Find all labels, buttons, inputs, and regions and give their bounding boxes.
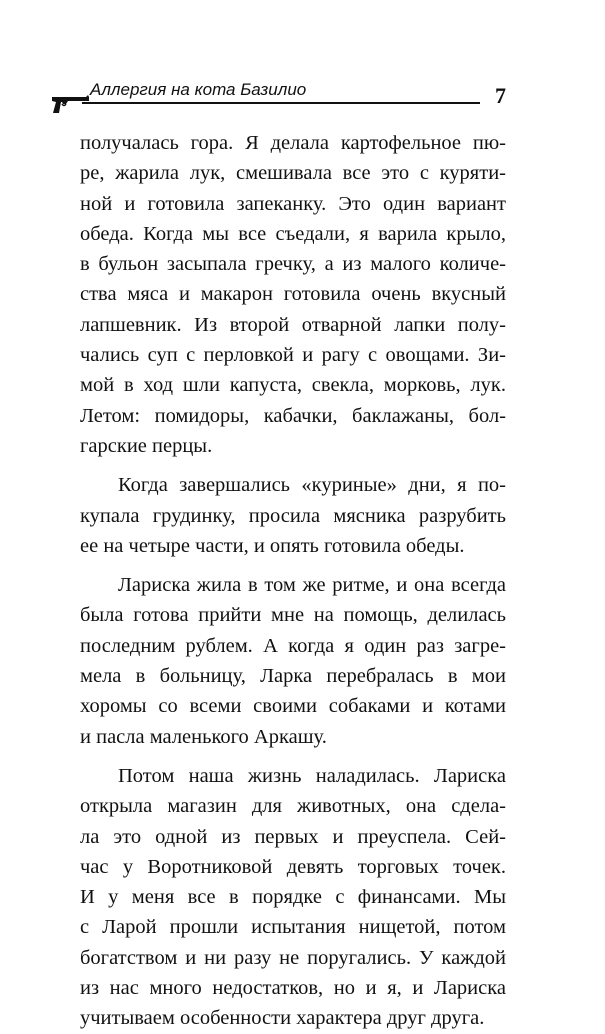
text-line: ее на четыре части, и опять готовила обеды. bbox=[80, 534, 465, 557]
text-line: ла это одной из первых и преуспела. Сей- bbox=[80, 825, 506, 848]
paragraph bbox=[80, 570, 506, 752]
running-title: Аллергия на кота Базилио bbox=[90, 80, 307, 99]
text-line: с Ларой прошли испытания нищетой, потом bbox=[80, 916, 506, 939]
text-line: и пасла маленького Аркашу. bbox=[80, 725, 327, 748]
text-line: из нас много недостатков, но и я, и Лариска bbox=[80, 977, 506, 1000]
text-line: ства мяса и макарон готовила очень вкусный bbox=[80, 283, 506, 306]
paragraph bbox=[80, 470, 506, 561]
paragraph bbox=[80, 128, 506, 461]
body-text bbox=[80, 128, 506, 1034]
text-line: Летом: помидоры, кабачки, баклажаны, бол- bbox=[80, 404, 506, 427]
text-line: ре, жарила лук, смешивала все это с куряти- bbox=[80, 162, 506, 185]
text-line: Когда завершались «куриные» дни, я по- bbox=[118, 474, 506, 497]
text-line: была готова прийти мне на помощь, делилась bbox=[80, 604, 506, 627]
text-line: Потом наша жизнь наладилась. Лариска bbox=[118, 764, 506, 787]
pistol-icon bbox=[50, 93, 90, 115]
text-line: гарские перцы. bbox=[80, 434, 213, 457]
text-line: в бульон засыпала гречку, а из малого количе- bbox=[80, 253, 506, 276]
text-line: учитываем особенности характера друг друга. bbox=[80, 1007, 485, 1030]
header-rule bbox=[82, 102, 480, 104]
running-header bbox=[0, 0, 605, 120]
text-line: купала грудинку, просила мясника разрубить bbox=[80, 504, 506, 527]
text-line: обеда. Когда мы все съедали, я варила крыло, bbox=[80, 222, 506, 245]
text-line: богатством и ни разу не поругались. У каждой bbox=[80, 946, 506, 969]
text-line: Лариска жила в том же ритме, и она всегда bbox=[118, 574, 506, 597]
text-line: час у Воротниковой девять торговых точек. bbox=[80, 855, 506, 878]
text-line: открыла магазин для животных, она сдела- bbox=[80, 795, 506, 818]
text-line: И у меня все в порядке с финансами. Мы bbox=[80, 886, 506, 909]
text-line: мой в ход шли капуста, свекла, морковь, лук. bbox=[80, 374, 506, 397]
text-line: лапшевник. Из второй отварной лапки полу- bbox=[80, 313, 506, 336]
text-line: ной и готовила запеканку. Это один вариант bbox=[80, 192, 506, 215]
text-line: получалась гора. Я делала картофельное пю- bbox=[80, 132, 506, 154]
text-line: чались суп с перловкой и рагу с овощами. Зи- bbox=[80, 344, 506, 367]
paragraph bbox=[80, 761, 506, 1034]
text-line: последним рублем. А когда я один раз загре- bbox=[80, 634, 506, 657]
text-line: хоромы со всеми своими собаками и котами bbox=[80, 695, 506, 718]
page-number: 7 bbox=[495, 83, 506, 108]
text-line: мела в больницу, Ларка перебралась в мои bbox=[80, 665, 506, 688]
